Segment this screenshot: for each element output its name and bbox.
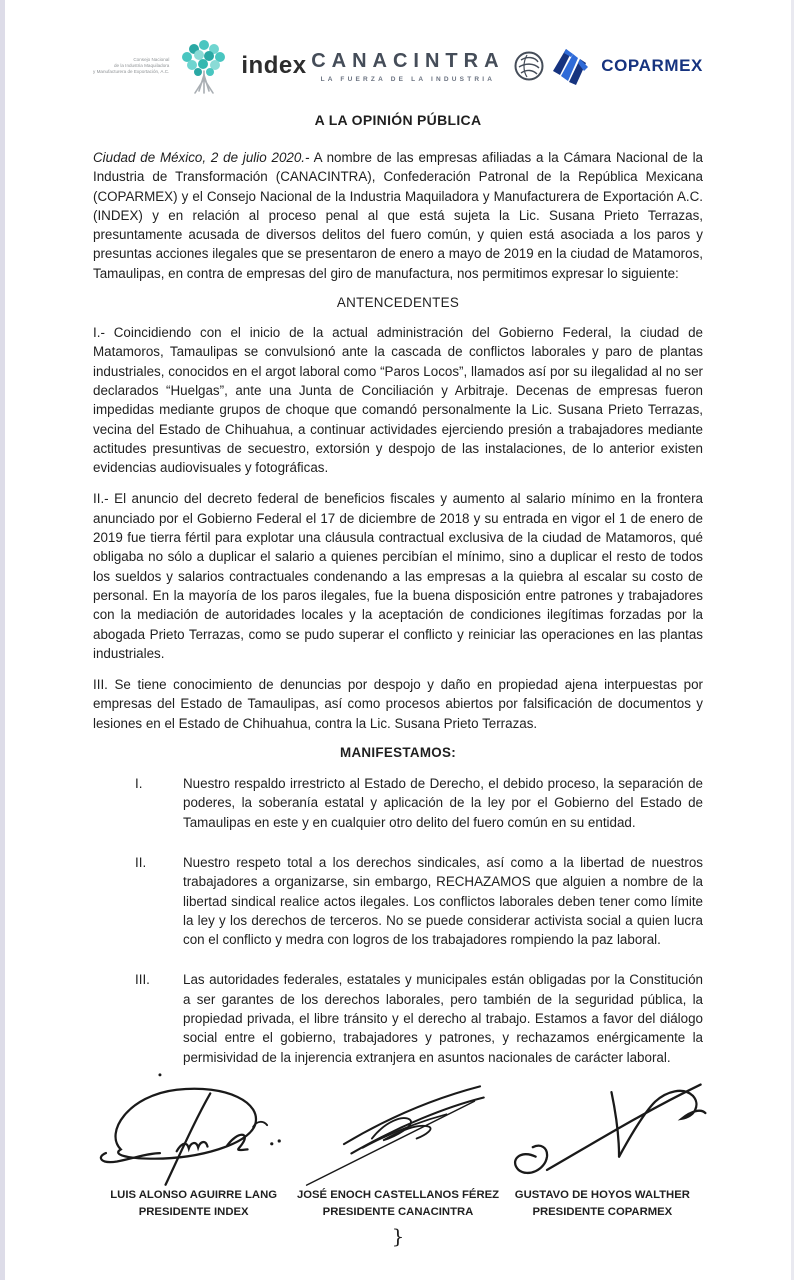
signer-name: GUSTAVO DE HOYOS WALTHER — [514, 1188, 690, 1201]
coparmex-wordmark: COPARMEX — [601, 56, 703, 75]
index-caption-line: y Manufacturera de Exportación, A.C. — [93, 69, 170, 75]
document-title: A LA OPINIÓN PÚBLICA — [314, 112, 482, 128]
antecedentes-paragraph-2: II.- El anuncio del decreto federal de beneficios fiscales y aumento al salario mínimo en la frontera anunciado por el Gobierno Federal el 17 de diciembre de 2018 y su entrada en vigor el 1 de enero de 2019 fue tierra fértil para explotar una cláusula contractual exclusiva de la ciudad de Matamoros, qué obligaba no sólo a duplicar el salario a quienes percibían el mínimo, sino a duplicar el resto de todos los sueldos y salarios contractuales condenando a las empresas a la quiebra al escalar su costo de personal. En la mayoría de los paros ilegales, fue la buena disposición entre patrones y trabajadores con la mediación de autoridades locales y la aceptación de condiciones ilegítimas forzadas por la abogada Prieto Terrazas, como se pudo superar el conflicto y reiniciar las operaciones en las plantas industriales. — [93, 491, 703, 661]
item-text: Las autoridades federales, estatales y municipales están obligadas por la Constitución a ser garantes de los derechos laborales, pero también de la seguridad pública, la propiedad privada, el libre tránsito y el derecho al trabajo. Estamos a favor del diálogo social entre el gobierno, trabajadores y patrones, y rechazamos enérgicamente la permisividad de la injerencia extranjera en asuntos nacionales de carácter laboral. — [183, 972, 703, 1065]
intro-text: A nombre de las empresas afiliadas a la Cámara Nacional de la Industria de Transformación (CANACINTRA), Confederación Patronal de la República Mexicana (COPARMEX) y el Consejo Nacional de la Industria Maquiladora y Manufacturera de Exportación A.C. (INDEX) y en relación al proceso penal al que está sujeta la Lic. Susana Prieto Terrazas, presuntamente acusada de diversos delitos del fuero común, y quien está asociada a los paros y presuntas acciones ilegales que se presentaron de enero a mayo de 2019 en la ciudad de Matamoros, Tamaulipas, en contra de empresas del giro de manufactura, nos permitimos expresar lo siguiente: — [93, 150, 703, 281]
manifestamos-item-3 — [93, 970, 703, 1066]
logo-header — [93, 30, 703, 102]
coparmex-logo — [549, 45, 703, 87]
canacintra-wordmark: CANACINTRA — [311, 49, 505, 72]
signature-castellanos-icon — [303, 1077, 493, 1187]
signer-name: LUIS ALONSO AGUIRRE LANG — [110, 1188, 278, 1201]
signature-block — [93, 1095, 703, 1248]
signer-title: PRESIDENTE CANACINTRA — [322, 1206, 474, 1219]
antecedentes-paragraph-3: III. Se tiene conocimiento de denuncias por despojo y daño en propiedad ajena interpuestas por empresas del Estado de Tamaulipas, así como procesos abiertos por falsificación de documentos y lesiones en el Estado de Chihuahua, contra la Lic. Susana Prieto Terrazas. — [93, 677, 703, 731]
signature-flourish: } — [391, 1223, 405, 1248]
manifestamos-item-2 — [93, 853, 703, 949]
index-caption-line: de la Industria Maquiladora — [113, 62, 170, 68]
antecedentes-paragraph-1: I.- Coincidiendo con el inicio de la actual administración del Gobierno Federal, la ciudad de Matamoros, Tamaulipas se convulsionó ante la cascada de conflictos laborales y paro de plantas industriales, conocidos en el argot laboral como “Paros Locos”, llamados así por su ilegalidad al no ser declarados “Huelgas”, ante una Junta de Conciliación y Arbitraje. Decenas de empresas fueron impedidas mediante grupos de choque que comandó personalmente la Lic. Susana Prieto Terrazas, vecina del Estado de Chihuahua, a continuar actividades ejerciendo presión a trabajadores mediante actitudes presuntivas de secuestro, extorsión y despojo de las instalaciones, de lo anterior existen evidencias audiovisuales y fotográficas. — [93, 325, 703, 476]
signer-title: PRESIDENTE COPARMEX — [532, 1206, 673, 1219]
canacintra-tagline: LA FUERZA DE LA INDUSTRIA — [320, 75, 496, 83]
index-logo-caption — [93, 57, 169, 76]
dateline: Ciudad de México, 2 de julio 2020.- — [93, 150, 310, 165]
index-logo — [93, 33, 307, 99]
signature-canacintra — [294, 1095, 501, 1248]
manifestamos-heading: MANIFESTAMOS: — [340, 745, 456, 761]
item-text: Nuestro respaldo irrestricto al Estado de Derecho, el debido proceso, la separación de poderes, la soberanía estatal y aplicación de la ley por el Gobierno del Estado de Tamaulipas en este y en cualquier otro delito del fuero común en su entidad. — [183, 776, 703, 830]
canacintra-logo — [311, 50, 544, 83]
coparmex-mark-icon — [549, 45, 593, 87]
item-numeral: I. — [135, 776, 143, 792]
intro-paragraph — [93, 148, 703, 283]
signature-coparmex — [502, 1095, 703, 1248]
signature-aguirre-icon — [91, 1067, 296, 1187]
index-tree-icon — [173, 33, 235, 99]
item-text: Nuestro respeto total a los derechos sindicales, así como a la libertad de nuestros trabajadores a organizarse, sin embargo, RECHAZAMOS que alguien a nombre de la libertad sindical realice actos ilegales. Los conflictos laborales deben tener como límite la ley y los derechos de terceros. No se puede considerar activista social a quien lucra con el conflicto y medra con logros de los trabajadores rompiendo la paz laboral. — [183, 854, 703, 948]
item-numeral: III. — [135, 972, 150, 988]
antecedentes-heading: ANTENCEDENTES — [336, 295, 460, 311]
signer-title: PRESIDENTE INDEX — [138, 1206, 249, 1219]
signature-dehoyos-icon — [497, 1077, 707, 1187]
canacintra-globe-icon — [513, 50, 545, 82]
manifestamos-item-1 — [93, 774, 703, 832]
item-numeral: II. — [135, 854, 147, 870]
signature-index — [93, 1095, 294, 1248]
signer-name: JOSÉ ENOCH CASTELLANOS FÉREZ — [296, 1188, 500, 1201]
index-wordmark: index — [241, 52, 307, 79]
index-caption-line: Consejo Nacional — [133, 56, 170, 62]
